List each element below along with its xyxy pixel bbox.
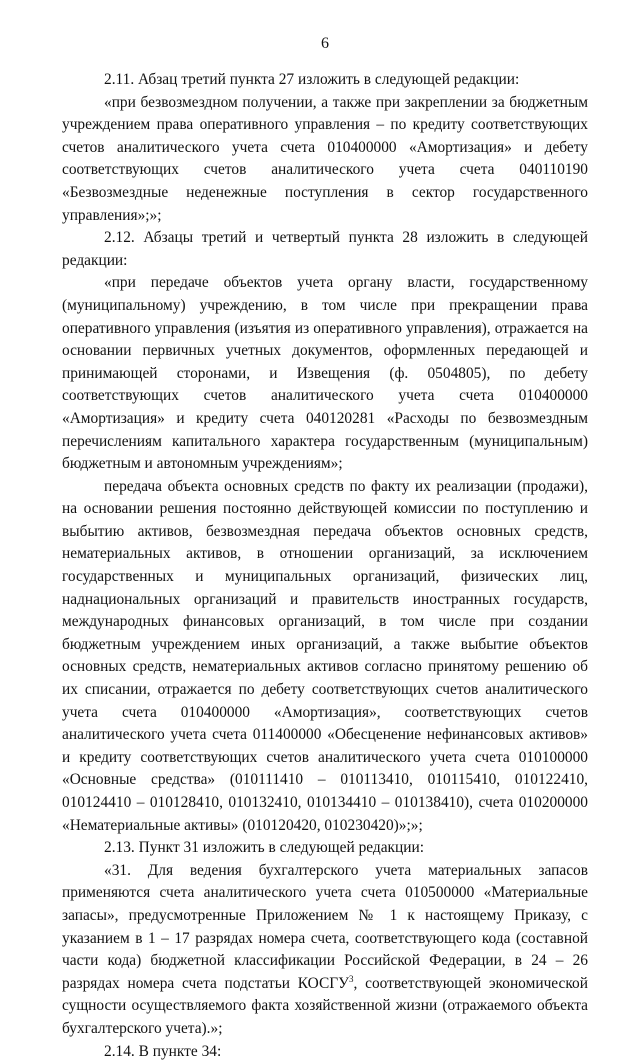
footnote-marker: 3 [349,973,354,984]
paragraph-2-14-heading: 2.14. В пункте 34: [104,1042,222,1060]
paragraph-2-12-text-a: «при передаче объектов учета органу власти, государственному (муниципальному) учреждению, в том числе при прекращении права оперативного управления (изъятия из оперативного управления), отражается на основании первичных учетных документов, оформленных передающей и принимающей сторонами, и Извещения (ф. 0504805), по дебету соответствующих счетов аналитического учета счета 010400000 «Амортизация» и кредиту счета 040120281 «Расходы по безвозмездным перечислениям капитального характера государственным (муниципальным) бюджетным и автономным учреждениям»; [62,274,588,473]
paragraph-2-12-text-b: передача объекта основных средств по факту их реализации (продажи), на основании решения постоянно действующей комиссии по поступлению и выбытию активов, безвозмездная передача объектов основных средств, нематериальных активов, в отношении организаций, за исключением государственных и муниципальных организаций, физических лиц, наднациональных организаций и правительств иностранных государств, международных финансовых организаций, в том числе при создании бюджетным учреждением иных организаций, а также выбытие объектов основных средств, нематериальных активов согласно принятому решению об их списании, отражается по дебету соответствующих счетов аналитического учета счета 010400000 «Амортизация», соответствующих счетов аналитического учета счета 011400000 «Обесценение нефинансовых активов» и кредиту соответствующих счетов аналитического учета счета 010100000 «Основные средства» (010111410 – 010113410, 010115410, 010122410, 010124410 – 010128410, 010132410, 010134410 – 010138410), счета 010200000 «Нематериальные активы» (010120420, 010230420)»;»; [62,477,588,834]
paragraph-2-11-heading: 2.11. Абзац третий пункта 27 изложить в следующей редакции: [104,71,520,88]
page-number: 6 [321,35,329,52]
paragraph-2-13-text [62,860,588,1041]
paragraph-2-13-text-part1: «31. Для ведения бухгалтерского учета материальных запасов применяются счета аналитического учета счета 010500000 «Материальные запасы», предусмотренные Приложением № 1 к настоящему Приказу, с указанием в 1 – 17 разрядах номера счета, соответствующего кода (составной части кода) бюджетной классификации Российской Федерации, в 24 – 26 разрядах номера счета подстатьи КОСГУ [62,861,588,992]
paragraph-2-12-heading: 2.12. Абзацы третий и четвертый пункта 28 изложить в следующей редакции: [62,229,588,269]
paragraph-2-13-heading: 2.13. Пункт 31 изложить в следующей редакции: [104,839,425,857]
paragraph-2-13-text-part2: , соответствующей экономической сущности осуществляемого факта хозяйственной жизни (отражаемого объекта бухгалтерского учета).»; [62,974,588,1037]
paragraph-2-11-text: «при безвозмездном получении, а также при закреплении за бюджетным учреждением права оперативного управления – по кредиту соответствующих счетов аналитического учета счета 010400000 «Амортизация» и дебету соответствующих счетов аналитического учета счета 040110190 «Безвозмездные неденежные поступления в сектор государственного управления»;»; [62,93,588,224]
